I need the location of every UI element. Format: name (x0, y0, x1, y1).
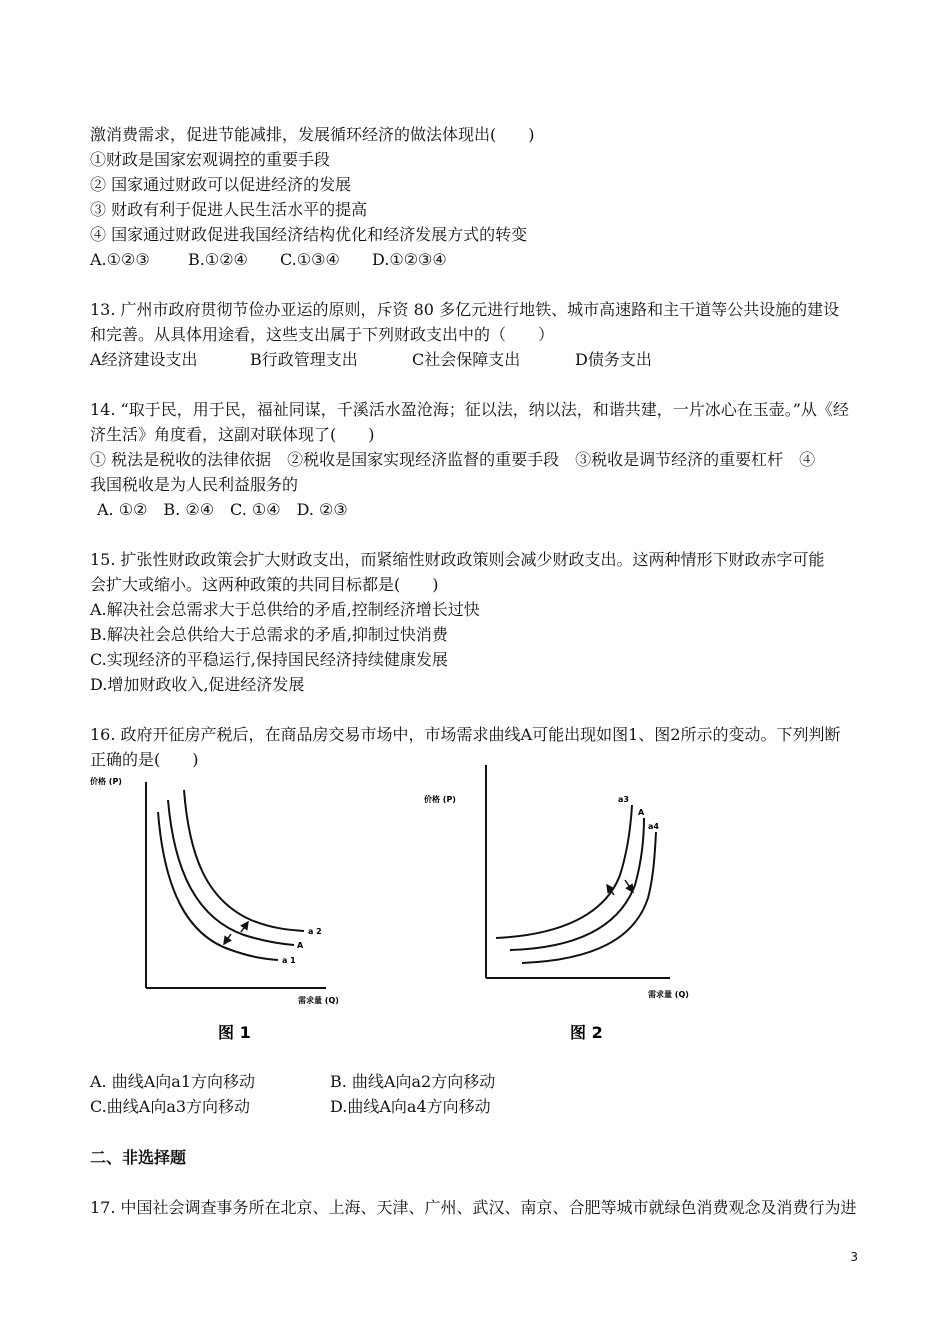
q14-items-line2: 我国税收是为人民利益服务的 (90, 475, 299, 494)
q16-option-b: B. 曲线A向a2方向移动 (330, 1072, 496, 1091)
q12-item-4: ④ 国家通过财政促进我国经济结构优化和经济发展方式的转变 (90, 225, 528, 244)
section-heading: 二、非选择题 (90, 1148, 187, 1167)
q12-item-2: ② 国家通过财政可以促进经济的发展 (90, 175, 352, 194)
fig2-label-a: A (638, 808, 645, 817)
q16-stem-line1: 16. 政府开征房产税后，在商品房交易市场中，市场需求曲线A可能出现如图1、图2所示的变动。下列判断 (90, 725, 841, 744)
q13-option-b: B行政管理支出 (250, 350, 358, 369)
q13-option-a: A经济建设支出 (90, 350, 198, 369)
q15-stem-line2: 会扩大或缩小。这两种政策的共同目标都是( ) (90, 575, 439, 594)
q13-stem-line2: 和完善。从具体用途看，这些支出属于下列财政支出中的（ ） (90, 325, 555, 344)
fig2-xlabel: 需求量 (Q) (648, 990, 689, 999)
fig2-label-a3: a3 (618, 795, 629, 804)
fig2-caption: 图 2 (570, 1023, 603, 1042)
q13-option-c: C社会保障支出 (412, 350, 521, 369)
fig1-ylabel: 价格 (P) (90, 777, 122, 786)
q12-option-a: A.①②③ (90, 250, 150, 269)
fig1-label-a2: a 2 (308, 927, 322, 936)
q15-option-b: B.解决社会总供给大于总需求的矛盾,抑制过快消费 (90, 625, 448, 644)
fig1-arrow-down (224, 934, 231, 944)
fig1-label-a: A (297, 941, 304, 950)
fig1-curve-a1 (158, 812, 278, 960)
figure-1-demand-curves (86, 770, 356, 1050)
q12-option-b: B.①②④ (188, 250, 248, 269)
q15-stem-line1: 15. 扩张性财政政策会扩大财政支出，而紧缩性财政政策则会减少财政支出。这两种情形下财政赤字可能 (90, 550, 825, 569)
q16-option-d: D.曲线A向a4方向移动 (330, 1097, 491, 1116)
q16-option-a: A. 曲线A向a1方向移动 (90, 1072, 256, 1091)
q14-options: A. ①② B. ②④ C. ①④ D. ②③ (97, 500, 348, 519)
page-number: 3 (850, 1250, 858, 1264)
fig1-curve-a2 (184, 790, 304, 931)
fig1-xlabel: 需求量 (Q) (298, 996, 339, 1005)
q14-stem-line2: 济生活》角度看，这副对联体现了( ) (90, 425, 375, 444)
q16-option-c: C.曲线A向a3方向移动 (90, 1097, 251, 1116)
fig1-arrow-up (241, 922, 248, 932)
q15-option-d: D.增加财政收入,促进经济发展 (90, 675, 305, 694)
figure-2-demand-curves (420, 760, 710, 1050)
fig2-label-a4: a4 (648, 822, 659, 831)
q16-stem-line2: 正确的是( ) (90, 750, 199, 769)
q12-item-3: ③ 财政有利于促进人民生活水平的提高 (90, 200, 368, 219)
q12-option-d: D.①②③④ (372, 250, 447, 269)
q17-stem-line1: 17. 中国社会调查事务所在北京、上海、天津、广州、武汉、南京、合肥等城市就绿色消费观念及消费行为进 (90, 1198, 857, 1217)
q15-option-a: A.解决社会总需求大于总供给的矛盾,控制经济增长过快 (90, 600, 480, 619)
q13-stem-line1: 13. 广州市政府贯彻节俭办亚运的原则，斥资 80 多亿元进行地铁、城市高速路和主干道等公共设施的建设 (90, 300, 840, 319)
q12-stem: 激消费需求，促进节能减排，发展循环经济的做法体现出( ) (90, 125, 535, 144)
fig2-curve-a (510, 818, 644, 950)
fig2-arrow-down (625, 880, 633, 892)
q14-items-line1: ① 税法是税收的法律依据 ②税收是国家实现经济监督的重要手段 ③税收是调节经济的重要杠杆 ④ (90, 450, 816, 469)
q12-option-c: C.①③④ (280, 250, 340, 269)
q12-item-1: ①财政是国家宏观调控的重要手段 (90, 150, 331, 169)
q13-option-d: D债务支出 (575, 350, 652, 369)
fig2-ylabel: 价格 (P) (424, 795, 456, 804)
q15-option-c: C.实现经济的平稳运行,保持国民经济持续健康发展 (90, 650, 448, 669)
fig1-label-a1: a 1 (282, 956, 296, 965)
q14-stem-line1: 14. “取于民，用于民，福祉同谋，千溪活水盈沧海；征以法，纳以法，和谐共建，一片冰心在玉壶。”从《经 (90, 400, 849, 419)
fig2-curve-a4 (522, 832, 656, 963)
fig1-caption: 图 1 (218, 1023, 251, 1042)
